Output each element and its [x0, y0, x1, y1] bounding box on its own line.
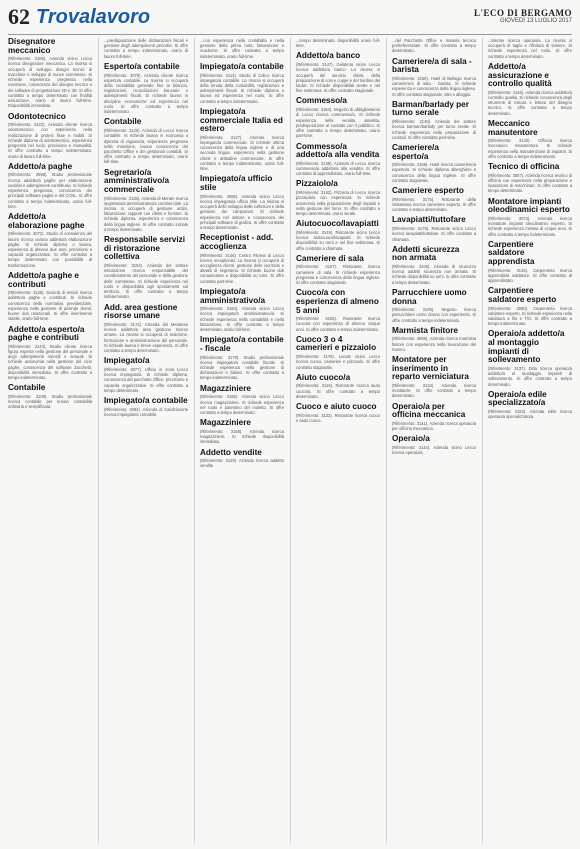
job-title: Barman/barlady per turno serale	[392, 99, 469, 118]
job-listing	[8, 38, 92, 109]
job-title: Addetti sicurezza non armata	[392, 244, 460, 263]
job-listing	[104, 169, 188, 232]
job-description: (Riferimento: 3105). Azienda di sicurezza ricerca addetti sicurezza non armata. Si richiede disponibilità su turni. Si offre contratto a tempo determinato.	[392, 264, 476, 285]
job-description: (Riferimento: 3160). Azienda vicino Lecco ricerca impiegato/a amministrativo/a. Si richiede esperienza nella contabilità e nella fatturazione. Si offre contratto a tempo determinato, orario full-time.	[200, 306, 284, 333]
job-description: (Riferimento: 3135). Azienda di Merate ricerca segretario/a amministrativo/a commerciale. La risorsa si occuperà di gestione ordini, fatturazione, rapporti con clienti e fornitori. Si richiede diploma, esperienza e conoscenza della lingua inglese. Si offre contratto iniziale a tempo determinato.	[104, 195, 188, 232]
job-listing	[296, 143, 380, 177]
job-listing	[392, 435, 476, 455]
job-listing	[392, 101, 476, 140]
job-description: (Riferimento: 3109). Azienda vicino Lecco ricerca disegnatore meccanico. La risorsa si occuperà di sviluppo disegni tecnici di macchine e sviluppo di nuove commesse. Si richiede esperienza pregressa nella mansione, conoscenza del disegno tecnico e dei software di progettazione 2D e 3D. Si offre contratto a tempo determinato con finalità assunzione, orario di lavoro full-time. Disponibilità immediata.	[8, 56, 92, 109]
job-listing	[200, 63, 284, 104]
job-listing	[200, 385, 284, 416]
job-listing	[488, 391, 572, 420]
job-description: (Riferimento: 3146). Centro Fitness di Lecco ricerca receptionist. La risorsa si occuperà di accoglienza clienti, gestione delle iscrizioni e attività di segreteria. Si richiede buone doti comunicative e disponibilità su turni. Si offre contratto part-time.	[200, 252, 284, 284]
job-listing	[488, 198, 572, 237]
job-listing	[8, 384, 92, 409]
job-description: (Riferimento: 3086). Azienda vicino Lecco ricerca impiegato/a ufficio stile. La risorsa si occuperà dello sviluppo delle collezioni e della gestione dei campionari. Si richiede esperienza nel settore e conoscenza dei principali software di grafica. Si offre contratto a tempo determinato.	[200, 193, 284, 231]
job-title: Operaio/a per officina meccanica	[392, 401, 466, 420]
job-title: Cuoco/a con esperienza di almeno 5 anni	[296, 288, 379, 315]
job-title: Parrucchiere uomo donna	[392, 287, 467, 306]
job-description: (Riferimento: 3127). Azienda ricerca impiegato/a commerciale. Si richiede ottima conoscenza della lingua inglese e di una seconda lingua, esperienza nella gestione clienti e attitudine commerciale. Si offre contratto a tempo indeterminato, orario full-time.	[200, 134, 284, 172]
job-description: (Riferimento: 3144). Azienda vicino Lecco ricerca operaio/a.	[392, 445, 476, 456]
job-description: (Riferimento: 3134). Azienda ricerca montatore. Si offre contratto a tempo determinato.	[392, 383, 476, 399]
job-title: Aiutocuoco/lavapiatti	[296, 219, 379, 229]
job-listing	[200, 108, 284, 171]
job-listing	[200, 449, 284, 469]
job-description: (Riferimento: 3149). Ristorante vicino Lecco ricerca aiutocuoco/lavapiatti. Si richiede disponibilità su turni e nel fine settimana. Si offre contratto a chiamata.	[296, 229, 380, 251]
job-listing	[296, 289, 380, 332]
job-title: Responsabile servizi di ristorazione collettiva	[104, 235, 185, 262]
job-description: (Riferimento: 3145). Carpenteria ricerca apprendista saldatore. Si offre contratto di apprendistato.	[488, 267, 572, 284]
job-listing	[488, 287, 572, 326]
job-listing	[392, 327, 476, 352]
job-title: Montatore per inserimento in reparto verniciatura	[392, 355, 469, 382]
job-title: Addetto/a assicurazione e controllo qualità	[488, 61, 552, 89]
job-title: Segretario/a amministrativo/a commerciale	[104, 167, 170, 194]
job-title: Carpentiere saldatore esperto	[488, 286, 557, 304]
job-listing	[296, 220, 380, 251]
job-description: (Riferimento: 3146). Azienda ricerca addetto/a controllo qualità. Si richiede conoscenza degli strumenti di misura e lettura del disegno tecnico. Si offre contratto a tempo determinato.	[488, 89, 572, 116]
job-description: (Riferimento: 3137). Ditta ricerca operaio/a addetto/a al montaggio impianti di sollevamento. Si offre contratto a tempo determinato.	[488, 365, 572, 387]
job-description: (Riferimento: 3122). Azienda cliente ricerca odontotecnico con esperienza nella realizzazione di protesi fisse e mobili. Si richiede diploma di odontotecnico, esperienza pregressa nel ruolo, precisione e manualità. Si offre contratto a tempo indeterminato, orario di lavoro full-time.	[8, 122, 92, 159]
job-listing	[104, 357, 188, 393]
job-listing	[104, 304, 188, 354]
job-title: Addetto/a banco	[296, 51, 361, 61]
job-listing	[200, 336, 284, 380]
job-description: (Riferimento: 3150). Negozio di abbigliamento di Lecco ricerca commesso/a. Si richiede esperienza nella vendita assistita, predisposizione al contatto con il pubblico. Si offre contratto a tempo determinato, orario part-time.	[296, 107, 380, 139]
job-listing	[296, 374, 380, 399]
job-listing	[488, 120, 572, 159]
job-title: Addetto/a esperto/a paghe e contributi	[8, 324, 85, 343]
job-description: (Riferimento: 3178). Ristorante vicino Lecco ricerca lavapiatti/tuttofare. Si offre contratto a chiamata.	[392, 226, 476, 242]
job-description: (Riferimento: 3175). Ristorante della Valsassina ricerca cameriere esperto. Si offre contratto a tempo determinato.	[392, 196, 476, 213]
job-listing	[104, 63, 188, 114]
job-description: (Riferimento: 3096). Azienda ricerca marmista finitore con esperienza nella lavorazione del marmo.	[392, 336, 476, 352]
job-description: (Riferimento: 3120). Azienda di Lecco ricerca contabile. Si richiede laurea in economia o diploma di ragioneria, esperienza pregressa nella mansione, buona conoscenza del pacchetto Office e dei gestionali contabili. Si offre contratto a tempo determinato, orario full-time.	[104, 128, 188, 165]
job-listing	[296, 97, 380, 138]
job-listing	[296, 403, 380, 423]
job-listing	[8, 113, 92, 159]
job-title: Montatore impianti oleodinamici esperto	[488, 196, 570, 215]
job-listing	[8, 326, 92, 381]
job-listing	[8, 272, 92, 322]
job-title: Impiegato/a ufficio stile	[200, 174, 273, 193]
job-title: Aiuto cuoco/a	[296, 372, 351, 382]
column-1	[8, 38, 92, 843]
job-title: Addetto/a paghe	[8, 161, 73, 171]
job-description: (Riferimento: 3157). Ristorante ricerca cameriere di sala. Si richiede esperienza pregressa e conoscenza della lingua inglese. Si offre contratto stagionale.	[296, 264, 380, 286]
job-description: (Riferimento: 3158). Hotel ricerca cameriere/a esperto/a. Si richiede diploma alberghiero e conoscenza della lingua inglese. Si offre contratto stagionale.	[392, 162, 476, 183]
page-number: 62	[8, 4, 30, 29]
job-title: Operaio/a edile specializzato/a	[488, 389, 547, 408]
job-description: (Riferimento: 3166). Azienda vicino Lecco ricerca magazziniere. Si richiede esperienza nel ruolo e patentino del muletto. Si offre contratto a tempo determinato.	[200, 394, 284, 415]
job-listing	[296, 52, 380, 93]
job-description: (Riferimento: 3176). Locale vicino Lecco ricerca cuoco, camerieri e pizzaiolo. Si offre contratto stagionale.	[296, 354, 380, 370]
job-description: (Riferimento: 3116). Ristorante ricerca aiuto cuoco/a. Si offre contratto a tempo determinato.	[296, 383, 380, 399]
job-description: (Riferimento: 3067). Azienda ricerca tecnico di officina con esperienza nella preparazione e riparazione di macchinari. Si offre contratto a tempo determinato.	[488, 172, 572, 194]
job-description: (Riferimento: 3129). Azienda ricerca addetto vendite.	[200, 458, 284, 469]
job-title: Lavapiatti/tuttofare	[392, 215, 466, 225]
column-5	[386, 38, 476, 843]
job-title: Contabile	[8, 383, 46, 393]
job-listing	[296, 336, 380, 370]
job-title: Magazziniere	[200, 383, 251, 393]
job-title: Esperto/a contabile	[104, 61, 180, 71]
job-title: Impiegato/a amministrativo/a	[200, 286, 266, 305]
job-description: ...con esperienza nella contabilità e nella gestione della prima nota, fatturazione e scadenze. Si offre contratto a tempo indeterminato, orario full-time.	[200, 38, 284, 59]
section-title: Trovalavoro	[36, 6, 151, 28]
job-listing	[392, 356, 476, 399]
job-description: (Riferimento: 3155). Ristorante ricerca cuoco/a con esperienza di almeno cinque anni. Si offre contratto a tempo indeterminato.	[296, 316, 380, 332]
job-listing	[392, 58, 476, 97]
job-description: (Riferimento: 3078). Azienda cliente ricerca esperto/a contabile. La risorsa si occuperà della contabilità generale fino al bilancio, registrazioni, riconciliazioni bancarie e adempimenti fiscali. Si richiede laurea in discipline economiche ed esperienza nel ruolo. Si offre contratto a tempo indeterminato.	[104, 72, 188, 115]
job-listing	[104, 38, 188, 59]
job-title: Operaio/a addetto/a al montaggio impianti di sollevamento	[488, 329, 565, 365]
job-title: Impiegato/a	[104, 356, 150, 366]
job-listing	[392, 144, 476, 183]
job-listing	[8, 163, 92, 209]
column-3	[194, 38, 284, 843]
job-description: (Riferimento: 3077). Ufficio in zona Lecco ricerca impiegato/a. Si richiede diploma, conoscenza del pacchetto Office, precisione e capacità organizzative. Si offre contratto a tempo determinato.	[104, 366, 188, 393]
job-title: Addetto/a elaborazione paghe	[8, 212, 85, 230]
job-title: Cameriere/a esperto/a	[392, 143, 439, 161]
job-title: Impiegato/a contabile	[104, 396, 188, 406]
masthead	[474, 8, 572, 24]
column-4	[290, 38, 380, 843]
job-listing	[488, 63, 572, 116]
job-description: (Riferimento: 3098). Studio professionale ricerca addetto/a paghe per elaborazione cedolini e adempimenti contributivi. Si richiede esperienza pregressa, conoscenza dei principali software paghe e del CCNL. Si offre contratto a tempo indeterminato, orario full-time.	[8, 172, 92, 209]
job-listing	[392, 187, 476, 212]
job-title: Contabile	[104, 117, 142, 127]
issue-date: GIOVEDÌ 13 LUGLIO 2017	[499, 18, 572, 24]
job-listing	[200, 288, 284, 332]
job-description: (Riferimento: 3080). Carpenteria ricerca saldatore esperto. Si richiede esperienza nella saldatura a filo e TIG. Si offre contratto a tempo indeterminato.	[488, 305, 572, 327]
job-title: Marmista finitore	[392, 325, 458, 335]
job-description: (Riferimento: 3140). Officina ricerca meccanico manutentore. Si richiede esperienza nella manutenzione di impianti. Si offre contratto a tempo indeterminato.	[488, 138, 572, 159]
job-listing	[296, 180, 380, 216]
job-listing	[296, 255, 380, 286]
job-title: Impiegato/a contabile	[200, 61, 284, 71]
job-description: (Riferimento: 3141). Azienda ricerca operaio/a per officina meccanica.	[392, 420, 476, 432]
job-title: Magazziniere	[200, 418, 251, 428]
job-title: Impiegato/a commerciale Italia ed estero	[200, 106, 283, 134]
job-listing	[104, 397, 188, 417]
job-listing	[200, 175, 284, 230]
job-title: Impiegato/a contabile - fiscale	[200, 335, 284, 353]
classified-columns	[8, 38, 572, 843]
job-description: (Riferimento: 3113). Studio di Colico ricerca impiegato/a contabile. La risorsa si occuperà della tenuta della contabilità, registrazioni e adempimenti fiscali. Si richiede diploma o laurea ed esperienza nel ruolo. Si offre contratto a tempo indeterminato.	[200, 72, 284, 104]
job-description: (Riferimento: 3162). Pizzeria di Lecco ricerca pizzaiolo/a con esperienza. Si richiede autonomia nella preparazione degli impasti e nella gestione del forno. Si offre contratto a tempo determinato, orario serale.	[296, 190, 380, 216]
job-listing	[200, 38, 284, 59]
job-title: Commesso/a addetto/a alla vendita	[296, 141, 380, 160]
job-title: Operaio/a	[392, 434, 430, 444]
job-description: (Riferimento: 3147). Gelateria vicino Lecco ricerca addetto/a banco. La risorsa si occuperà del servizio clienti, della preparazione di coni e coppe e del riordino del locale. Si richiede disponibilità serale e nel fine settimana. Si offre contratto stagionale.	[296, 62, 380, 94]
job-title: Cameriere esperto	[392, 186, 464, 196]
job-listing	[392, 38, 476, 54]
job-listing	[392, 403, 476, 432]
job-listing	[104, 236, 188, 299]
job-title: Meccanico manutentore	[488, 118, 538, 137]
job-title: Tecnico di officina	[488, 162, 560, 172]
newspaper-name: L'ECO DI BERGAMO	[473, 8, 572, 18]
job-description: (Riferimento: 3143). Studio cliente ricerca figura esperta nella gestione del personale e degli adempimenti mensili e annuali. Si richiede autonomia nella gestione del ciclo paghe, conoscenza del software Zucchetti, disponibilità immediata. Si offre contratto a tempo indeterminato.	[8, 343, 92, 381]
job-listing	[488, 330, 572, 386]
job-title: Add. area gestione risorse umane	[104, 302, 178, 321]
job-description: (Riferimento: 3126). Società di servizi ricerca addetto/a paghe e contributi. Si richiede conoscenza della normativa previdenziale, esperienza nella gestione di aziende clienti, buone doti relazionali. Si offre inserimento stabile, orario full-time.	[8, 290, 92, 322]
job-listing	[296, 38, 380, 48]
job-description: (Riferimento: 3170). Studio professionale ricerca impiegato/a contabile fiscale. Si richiede esperienza nella gestione di dichiarazioni e bilanci. Si offre contratto a tempo indeterminato.	[200, 354, 284, 381]
job-listing	[8, 213, 92, 268]
job-description: ...tempo determinato, disponibilità orario full-time.	[296, 38, 380, 49]
job-description: (Riferimento: 3094). Azienda di Calolziocorte ricerca impiegato/a contabile.	[104, 406, 188, 417]
job-title: Cuoco e aiuto cuoco	[296, 402, 377, 412]
job-description: ...del Pacchetto Office e materia tecnica prefreferenziale. Si offre contratto a tempo determinato.	[392, 38, 476, 54]
job-listing	[104, 118, 188, 164]
job-description: ...Merate ricerca operaio/a. La risorsa si occuperà di taglio e rifinitura di lamiere. Si richiede esperienza nel ruolo. Si offre contratto a tempo determinato.	[488, 38, 572, 59]
job-description: (Riferimento: 3132). Ristorante ricerca cuoco e aiuto cuoco.	[296, 412, 380, 423]
job-description: (Riferimento: 3154). Azienda del settore ristorazione ricerca responsabile del coordinamento del personale e della gestione delle commesse. Si richiede esperienza nel ruolo e disponibilità agli spostamenti sul territorio. Si offre contratto a tempo indeterminato.	[104, 262, 188, 300]
job-title: Commesso/a	[296, 96, 347, 106]
job-description: (Riferimento: 3168). Azienda ricerca magazziniere. Si richiede disponibilità immediata.	[200, 428, 284, 445]
column-2	[98, 38, 188, 843]
job-description: (Riferimento: 3109). Studio professionale ricerca contabile per tenuta contabilità ordinaria e semplificata.	[8, 394, 92, 410]
job-listing	[488, 163, 572, 194]
job-title: Disegnatore meccanico	[8, 38, 56, 55]
page-header	[8, 4, 572, 35]
column-6	[482, 38, 572, 843]
job-title: Cameriere di sala	[296, 253, 364, 263]
job-title: Pizzaiolo/a	[296, 179, 338, 189]
job-description: (Riferimento: 3148). Azienda del settore ricerca barman/barlady per turno serale. Si richiede esperienza nella preparazione di cocktail. Si offre contratto part-time.	[392, 119, 476, 140]
job-title: Carpentiere saldatore apprendista	[488, 239, 535, 267]
job-title: Odontotecnico	[8, 111, 66, 121]
job-listing	[488, 241, 572, 284]
job-listing	[200, 419, 284, 444]
job-title: Addetto vendite	[200, 447, 262, 457]
job-listing	[392, 246, 476, 285]
job-title: Addetto/a paghe e contributi	[8, 270, 79, 289]
job-listing	[392, 289, 476, 323]
job-listing	[200, 234, 284, 284]
job-description: (Riferimento: 3152). Azienda edile ricerca operaio/a specializzato/a.	[488, 409, 572, 420]
job-description: ...predisposizione delle dichiarazioni fiscali e gestione degli adempimenti periodici. Si offre contratto a tempo indeterminato, orario di lavoro full-time.	[104, 38, 188, 59]
job-description: (Riferimento: 3172). Azienda del Meratese ricerca addetto/a area gestione risorse umane. La risorsa si occuperà di selezione, formazione e amministrazione del personale. Si richiede laurea e breve esperienza. Si offre contratto a tempo determinato.	[104, 321, 188, 353]
job-description: (Riferimento: 3072). Studio di consulenza del lavoro ricerca un/una addetto/a elaborazione paghe. Si richiede diploma o laurea, esperienza di almeno due anni, precisione e capacità organizzative. Si offre contratto a tempo determinato con possibilità di trasformazione.	[8, 231, 92, 268]
job-description: (Riferimento: 3073). Azienda ricerca montatore impianti oleodinamici esperto. Si richiede esperienza minima di cinque anni. Si offre contratto a tempo indeterminato.	[488, 215, 572, 237]
job-description: (Riferimento: 3109). Negozio ricerca parrucchiere uomo donna con esperienza. Si offre contratto a tempo indeterminato.	[392, 307, 476, 323]
job-title: Receptionist - add. accoglienza	[200, 233, 274, 251]
job-description: (Riferimento: 3159). Hotel di Bellagio ricerca cameriere/a di sala - barista. Si richiede esperienza e conoscenza della lingua inglese. Si offre contratto stagionale, vitto e alloggio.	[392, 75, 476, 97]
job-title: Cuoco 3 o 4 camerieri e pizzaiolo	[296, 334, 377, 353]
job-description: (Riferimento: 3138). Azienda di Lecco ricerca commesso/a addetto/a alla vendita. Si offre contratto di apprendistato, orario full-time.	[296, 160, 380, 177]
job-listing	[488, 38, 572, 59]
job-title: Cameriere/a di sala - barista	[392, 56, 472, 75]
job-listing	[392, 216, 476, 241]
